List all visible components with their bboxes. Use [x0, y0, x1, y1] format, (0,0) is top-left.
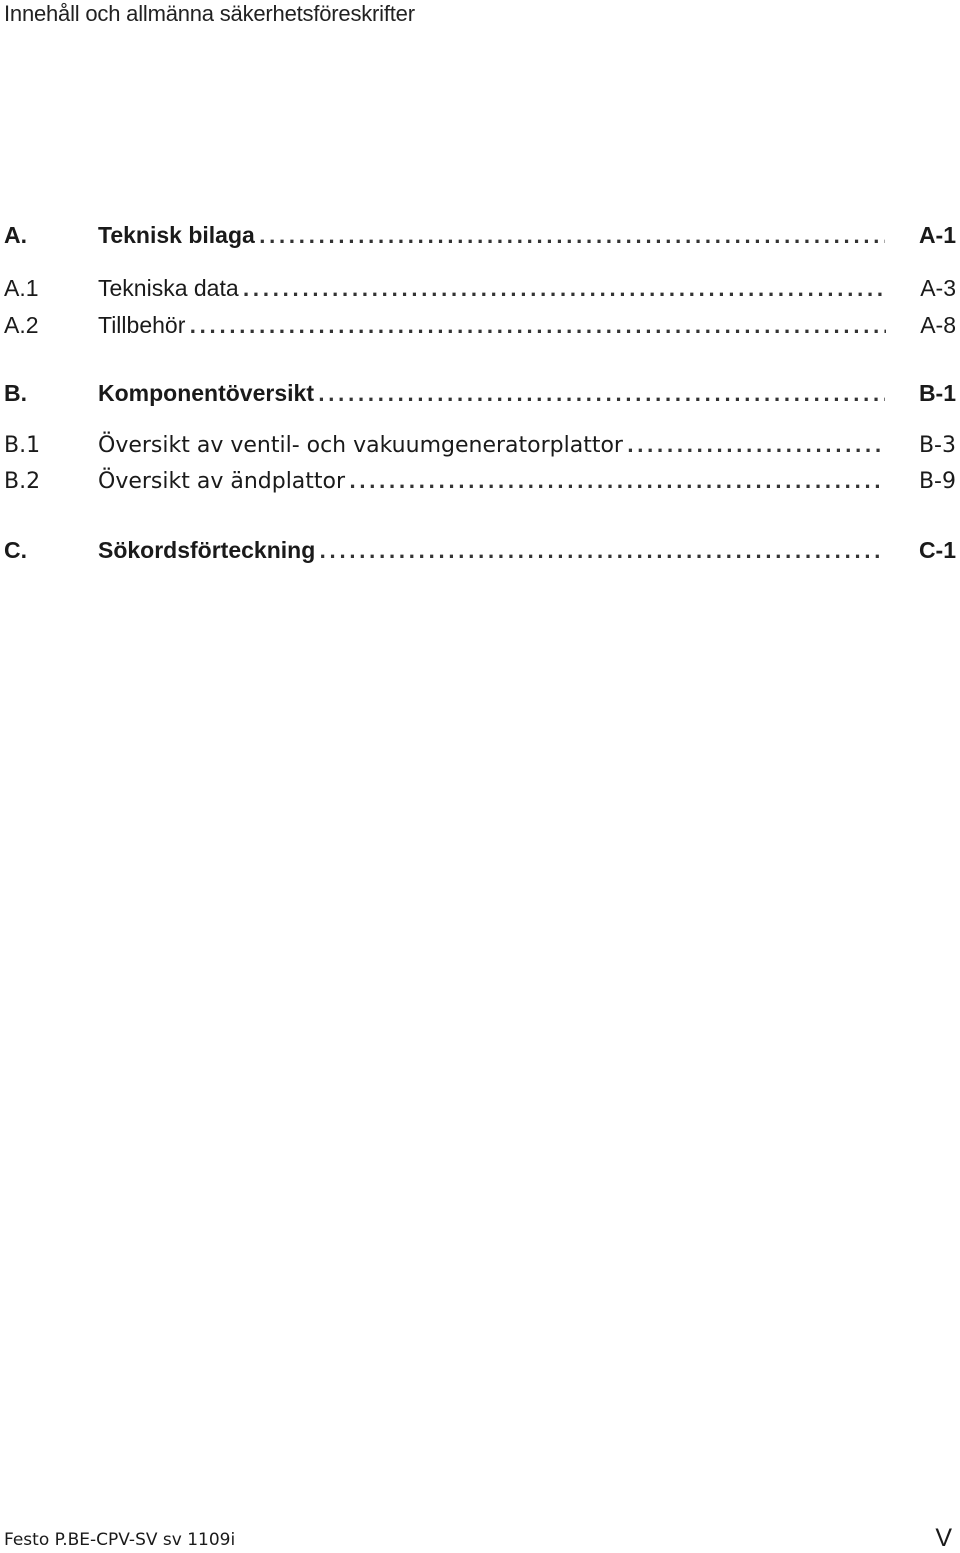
toc-entry-title: Tillbehör	[98, 312, 186, 338]
toc-entry-number: B.2	[4, 469, 41, 494]
toc-entry-number: B.1	[4, 433, 41, 458]
toc-entry-title: Sökordsförteckning	[98, 537, 316, 563]
dot-leader	[259, 227, 885, 248]
toc-entry-title: Tekniska data	[98, 275, 239, 301]
toc-entry-title: Teknisk bilaga	[98, 222, 255, 248]
footer-document-id: Festo P.BE-CPV-SV sv 1109i	[4, 1530, 236, 1550]
toc-entry-b2[interactable]	[4, 469, 956, 503]
toc-entry-page: C-1	[918, 537, 956, 563]
toc-entry-number: A.2	[4, 312, 39, 338]
toc-entry-page: B-9	[918, 469, 956, 494]
toc-entry-b[interactable]	[4, 380, 956, 414]
toc-entry-page: A-8	[920, 312, 956, 338]
toc-entry-b1[interactable]	[4, 433, 956, 467]
toc-entry-number: B.	[4, 380, 27, 406]
toc-entry-page: A-3	[920, 275, 956, 301]
toc-entry-page: A-1	[918, 222, 956, 248]
toc-entry-number: A.1	[4, 275, 39, 301]
dot-leader	[319, 542, 885, 563]
dot-leader	[243, 280, 887, 301]
page-header-title: Innehåll och allmänna säkerhetsföreskrifter	[4, 1, 415, 26]
toc-entry-a[interactable]	[4, 222, 956, 256]
toc-entry-c[interactable]	[4, 537, 956, 571]
footer-page-number: V	[935, 1524, 952, 1552]
toc-entry-title: Översikt av ventil- och vakuumgeneratorplattor	[98, 433, 623, 458]
dot-leader	[189, 317, 886, 338]
toc-entry-page: B-3	[918, 433, 956, 458]
toc-entry-a1[interactable]	[4, 275, 956, 309]
toc-entry-a2[interactable]	[4, 312, 956, 346]
toc-entry-number: C.	[4, 537, 27, 563]
dot-leader	[318, 385, 885, 406]
dot-leader	[627, 436, 885, 457]
toc-entry-title: Översikt av ändplattor	[98, 469, 346, 494]
toc-entry-number: A.	[4, 222, 27, 248]
toc-entry-title: Komponentöversikt	[98, 380, 314, 406]
dot-leader	[349, 472, 885, 493]
toc-entry-page: B-1	[918, 380, 956, 406]
